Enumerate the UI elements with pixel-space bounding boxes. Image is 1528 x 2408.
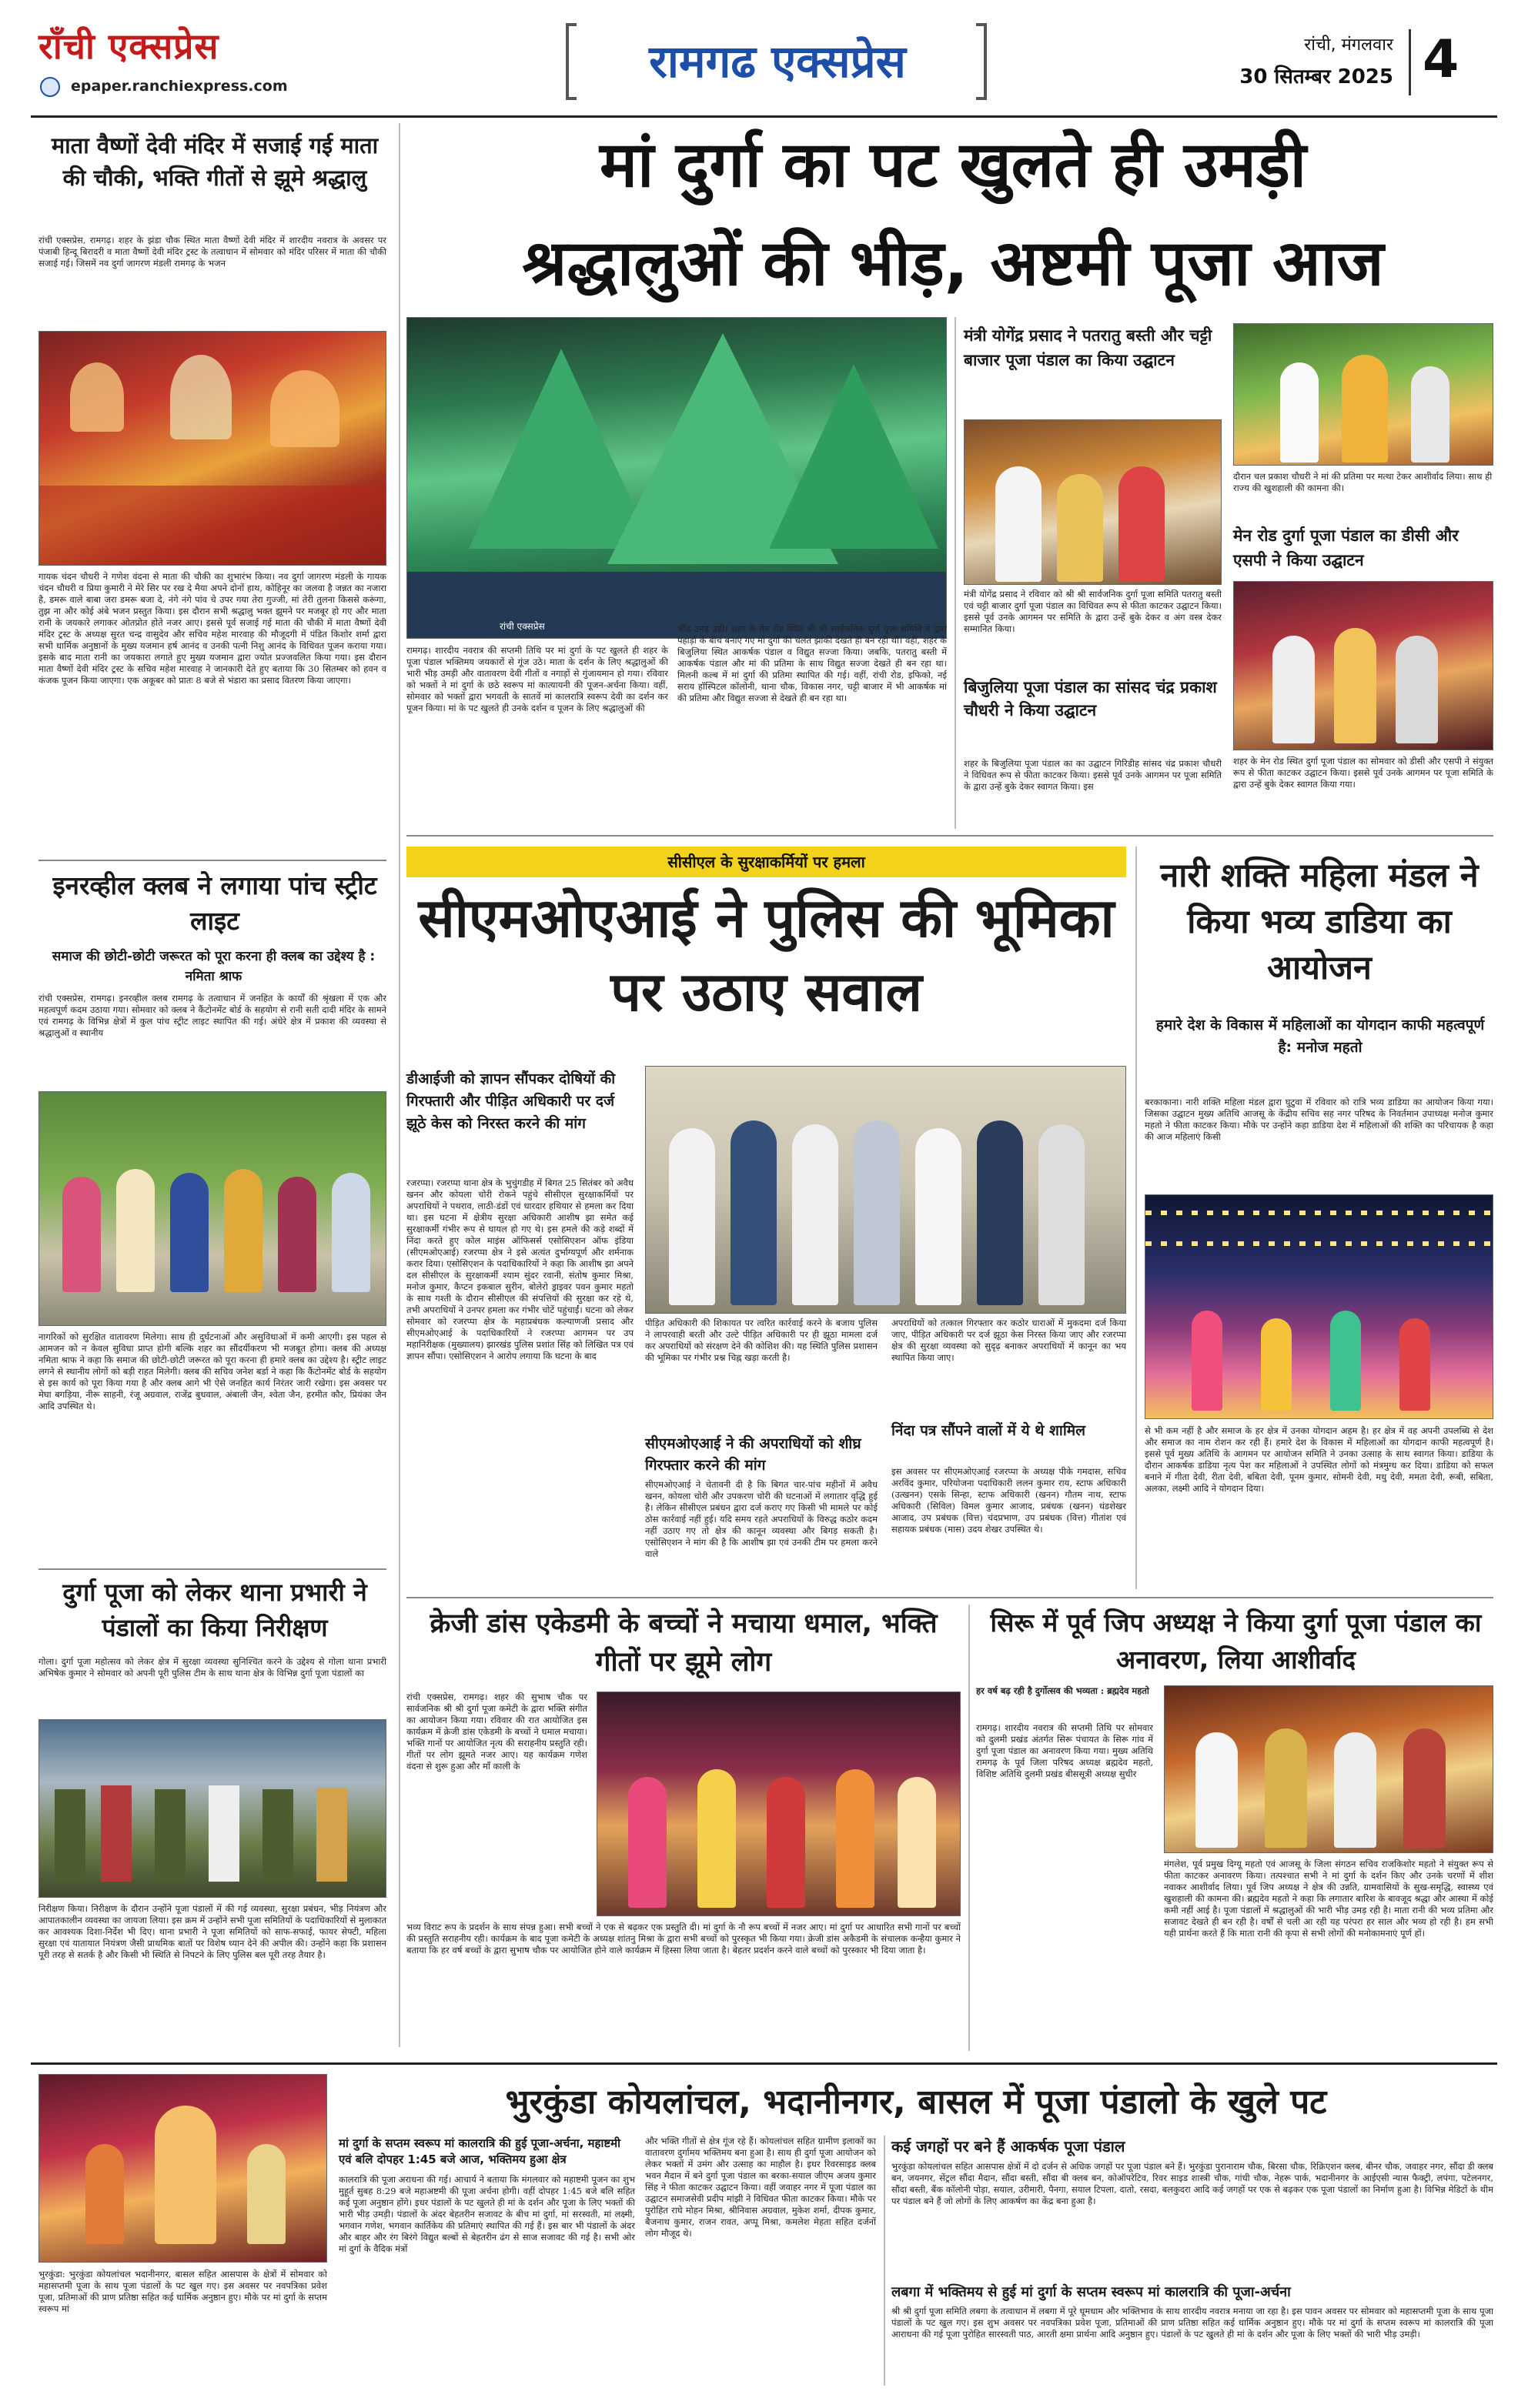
left-rule-2 xyxy=(38,1568,386,1570)
photo-minister-idol xyxy=(1233,323,1493,466)
cmoai-body-4: सीएमओएआई ने चेतावनी दी है कि बिगत चार-पांच महीनों में अवैध खनन, कोयला चोरी और उपकरण चोरी की घटनाओं में लगातार वृद्धि हुई है। लेकिन सीसीएल प्रबंधन द्वारा दर्ज कराए गए किसी भी मामले पर कोई ठोस कार्रवाई नहीं हुई। यदि समय रहते अपराधियों के विरुद्ध कठोर कदम नहीं उठाए गए तो क्षेत्र की कानून व्यवस्था और बिगड़ सकती है। एसोसिएशन ने मांग की है कि आशीष झा एवं उनकी टीम पर हमला करने वाले xyxy=(645,1479,878,1559)
story-bijulia-title: बिजुलिया पूजा पंडाल का सांसद चंद्र प्रकाश चौधरी ने किया उद्घाटन xyxy=(964,678,1217,720)
siru-body-1: रामगढ़। शारदीय नवरात्र की सप्तमी तिथि पर सोमवार को दुलमी प्रखंड अंतर्गत सिरू पंचायत के सिरू गांव में दुर्गा पूजा पंडाल का अनावरण किया गया। मुख्य अतिथि रामगढ़ के पूर्व जिला परिषद अध्यक्ष ब्रह्मदेव महतो, विशिष्ट अतिथि दुलमी प्रखंड बीससूत्री अध्यक्ष सुधीर xyxy=(976,1722,1153,1779)
dance-headline: क्रेजी डांस एकेडमी के बच्चों ने मचाया धमाल, भक्ति गीतों पर झूमे लोग xyxy=(430,1608,938,1678)
story-minister-title: मंत्री योगेंद्र प्रसाद ने पतरातु बस्ती और चट्टी बाजार पूजा पंडाल का किया उद्घाटन xyxy=(964,326,1212,369)
dance-body-2: भव्य विराट रूप के प्रदर्शन के साथ संपन्न हुआ। सभी बच्चों ने एक से बढ़कर एक प्रस्तुति दी। मां दुर्गा के नौ रूप बच्चों में नजर आए। मां दुर्गा पर आधारित सभी गानों पर बच्चों की प्रस्तुति सराहनीय रही। कार्यक्रम के बाद पूजा कमेटी के अध्यक्ष शांतनु मिश्रा के द्वारा सभी बच्चों को पुरस्कृत भी किया गया। क्रेजी डांस अकैडमी के संचालक कन्हैया कुमार ने बताया कि हर वर्ष बच्चों के द्वारा सुभाष चौक पर आयोजित होने वाले कार्यक्रम में हिस्सा लिया जाता है। बेहतर प्रदर्शन करने वाले बच्चों को पुरस्कार भी दिया जाता है। xyxy=(406,1922,961,1955)
nari-deck: हमारे देश के विकास में महिलाओं का योगदान काफी महत्वपूर्ण है: मनोज महतो xyxy=(1155,1017,1485,1056)
bottom-divider xyxy=(884,2136,885,2386)
story-mainroad-body: शहर के मेन रोड स्थित दुर्गा पूजा पंडाल का सोमवार को डीसी और एसपी ने संयुक्त रूप से फीता काटकर उद्घाटन किया। इससे पूर्व उनके आगमन पर पूजा समिति के द्वारा उन्हें बुके देकर स्वागत किया गया। xyxy=(1233,756,1493,790)
story-vaishno-body-2: गायक चंदन चौधरी ने गणेश वंदना से माता की चौकी का शुभारंभ किया। नव दुर्गा जागरण मंडली के गायक चंदन चौधरी व प्रिया कुमारी ने मेरे सिर पर रख दे मैया अपने दोनों हाथ, कोहिनूर का जलवा है जन्नत का नजारा है, डमरू वाले बाबा जरा डमरू बजा दे, नंगे नंगे पांव चे उपर गया तेरा गुज्जी, मां तेरी तुलना किससे करूंगा, तुझ ना और कोई अंबे भजन प्रस्तुत किया। इस दौरान सभी श्रद्धालु भक्त झूमने पर मजबूर हो गए और माता रानी के जयकारे लगाकर ओतप्रोत होते नजर आए। इससे पूर्व सजाई गई माता की चौकी में माता वैष्णों देवी मंदिर ट्रस्ट के अध्यक्ष सुरत चन्द्र वासुदेव और सचिव महेश मारवाह की मौजूदगी में पंडित किशोर शर्मा द्वारा सभी धार्मिक अनुष्ठानों के मुख्य यजमान हर्ष आनंद व उनकी पत्नी निशु आनंद के विधिवत पूजन कराया गया। इसके बाद माता रानी का जयकारा लगाते हुए मुख्य यजमान द्वारा ज्योत प्रज्जवलित किया गया। इस दौरान माता वैष्णों देवी मंदिर ट्रस्ट के सचिव महेश मारवाह ने जानकारी देते हुए बताया कि 30 सितम्बर को हवन व कंजक पूजन किया जाएगा। एक अकूबर को प्रातः 8 बजे से भंडारा का प्रसाद वितरण किया जाएगा। xyxy=(38,571,386,686)
lead-body-2: भीड़ उमड़ उड़ी। शहर के मेन रोड स्थित श्री श्री सार्वजनिक दुर्गा पूजा समिति ने द्वारा पहाड़ों के बीच बनाए गए मां दुर्गा की चलंत झांकी देखते ही बन रही थी। वहीं, शहर के बिजुलिया स्थित आकर्षक पंडाल व विद्युत सज्जा किया। जबकि, पतरातु बस्ती में आकर्षक पंडाल और मां की प्रतिमा के साथ विद्युत सज्जा देखते ही बन रहा था। मिलनी कल्ब में मां दुर्गा की प्रतिमा स्थापित की गई। वहीं, रांची रोड, इफिको, नई सराय हॉस्पिटल कॉलोनी, थाना चौक, विकास नगर, चट्टी बाजार में भी आकर्षक मां की प्रतिमा और विद्युत सज्जा से देखते ही बन रहा था। xyxy=(677,623,947,703)
left-column-divider xyxy=(399,123,400,2047)
story-gola-body-1: गोला। दुर्गा पूजा महोत्सव को लेकर क्षेत्र में सुरक्षा व्यवस्था सुनिश्चित करने के उद्देश्य से गोला थाना प्रभारी अभिषेक कुमार ने सोमवार को अपनी पूरी पुलिस टीम के साथ थाना क्षेत्र के विभिन्न दुर्गा पूजा पंडालों का xyxy=(38,1656,386,1678)
cmoai-subhead-1: सीएमओएआई ने की अपराधियों को शीघ्र गिरफ्तार करने की मांग xyxy=(645,1435,861,1474)
bottom-photo-caption: भुरकुंडा: भुरकुंडा कोयलांचल भदानीनगर, बासल सहित आसपास के क्षेत्रों में सोमवार को महासप्तमी पूजा के साथ पूजा पंडालों के पट खुल गए। इस अवसर पर नवपत्रिका प्रवेश पूजा, प्रतिमाओं की प्राण प्रतिष्ठा सहित कई धार्मिक अनुष्ठान हुए। मौके पर मां दुर्गा के सप्तम स्वरूप मां xyxy=(38,2269,327,2314)
bottom-subhead-3: लबगा में भक्तिमय से हुई मां दुर्गा के सप्तम स्वरूप मां कालरात्रि की पूजा-अर्चना xyxy=(891,2284,1291,2300)
date-divider xyxy=(1409,29,1411,95)
brand-logo: राँची एक्सप्रेस xyxy=(38,25,219,67)
edition-bracket-right xyxy=(976,23,987,100)
bottom-body-2: और भक्ति गीतों से क्षेत्र गूंज रहे हैं। कोयलांचल सहित ग्रामीण इलाकों का वातावरण दुर्गामय भक्तिमय बना हुआ है। साथ ही दुर्गा पूजा आयोजन को लेकर भक्तों में उमंग और उत्साह का माहौल है। इधर रिवरसाइड क्लब भवन मैदान में बने दुर्गा पूजा पंडाल का बरका-सयाल जीएम अजय कुमार सिंह ने फीता काटकर उद्घाटन किया। वहीं जवाहर नगर में पूजा पंडाल का उद्घाटन समाजसेवी प्रदीप मांझी ने विधिवत फीता काटकर किया। मौके पर पुरोहित राघे मोहन मिश्रा, श्रीनिवास अग्रवाल, मुकेश शर्मा, दीपक कुमार, बैजनाथ कुमार, राजन रावत, अप्पू मिश्रा, कमलेश मेहता सहित दर्जनों लोग मौजूद थे। xyxy=(645,2136,876,2239)
siru-divider xyxy=(968,1605,970,2051)
cmoai-headline: सीएमओएआई ने पुलिस की भूमिका पर उठाए सवाल xyxy=(418,887,1115,1024)
story-mainroad-title: मेन रोड दुर्गा पूजा पंडाल का डीसी और एसपी ने किया उद्घाटन xyxy=(1233,526,1459,569)
nari-divider xyxy=(1135,847,1137,1589)
photo-minister-inauguration xyxy=(964,419,1222,585)
story-minister-body: मंत्री योगेंद्र प्रसाद ने रविवार को श्री श्री सार्वजनिक दुर्गा पूजा समिति पतरातु बस्ती एवं चट्टी बाजार दुर्गा पूजा पंडाल का विधिवत रूप से फीता काटकर उद्घाटन किया। इससे पूर्व उनके आगमन पर समिति के द्वारा उन्हें बुके देकर व अंग वस्त्र देकर सम्मानित किया। xyxy=(964,589,1222,634)
place-day: रांची, मंगलवार xyxy=(1304,35,1393,55)
lead-headline-line-1: मां दुर्गा का पट खुलते ही उमड़ी xyxy=(600,129,1306,202)
bottom-rule xyxy=(31,2062,1497,2065)
photo-gola-inspection xyxy=(38,1719,386,1898)
story-innerwheel-body-1: रांची एक्सप्रेस, रामगढ़। इनरव्हील क्लब रामगढ़ के तत्वाधान में जनहित के कार्यों की श्रृंखला में एक और महत्वपूर्ण कदम उठाया गया। सोमवार को क्लब ने कैंटोनमेंट बोर्ड के सहयोग से रानी सती दादी मंदिर के सामने एवं रामगढ़ के विभिन्न क्षेत्रों में कुल पांच स्ट्रीट लाइट स्थापित की गई। अंधेरे क्षेत्र में प्रकाश की व्यवस्था से श्रद्धालुओं व स्थानीय xyxy=(38,993,386,1038)
edition-bracket-left xyxy=(566,23,577,100)
left-rule-1 xyxy=(38,860,386,861)
bottom-body-1: कालरात्रि की पूजा अराधना की गई। आचार्य ने बताया कि मंगलवार को महाष्टमी पूजन का शुभ मुहूर्त सुबह 8:29 बजे महाअष्टमी की पूजा अर्चना होगी। वहीं दोपहर 1:45 बजे बलि सहित कई पूजा अनुष्ठान होंगे। इधर पंडालों के पट खुलते ही मां के दर्शन और पूजा के लिए भक्तों की भारी भीड़ उमड़ी। पंडालों के अंदर बेहतरीन सजावट के बीच मां दुर्गा, मां सरस्वती, मां लक्ष्मी, भगवान गणेश, भगवान कार्तिकेय की प्रतिमाएं स्थापित की गई हैं। इस बार भी पंडालों के अंदर और बाहर और रंग बिरंगे विद्युत बल्बों से बेहतरीन ढंग से साज सजावट की गई है। सभी ओर मां दुर्गा के वैदिक मंत्रों xyxy=(339,2174,635,2254)
photo-lead-jhanki xyxy=(406,317,947,639)
story-vaishno-body-1: रांची एक्सप्रेस, रामगढ़। शहर के झंडा चौक स्थित माता वैष्णों देवी मंदिर में शारदीय नवरात्र के अवसर पर पंजाबी हिन्दू बिरादरी व माता वैष्णों देवी मंदिर ट्रस्ट के तत्वाधान में सोमवार को मंदिर परिसर में माता की चौकी सजाई गई। जिसमें नव दुर्गा जागरण मंडली रामगढ़ के भजन xyxy=(38,235,386,269)
photo-nari-dandiya xyxy=(1145,1194,1493,1419)
story-mainroad-caption: दौरान चल प्रकाश चौधरी ने मां की प्रतिमा पर मत्था टेकर आशीर्वाद लिया। साथ ही राज्य की खुशहाली की कामना की। xyxy=(1233,471,1493,493)
photo-siru-pandal xyxy=(1164,1685,1493,1853)
cmoai-body-1: रजरप्पा। रजरप्पा थाना क्षेत्र के भुचुंगडीह में बिगत 25 सितंबर को अवैध खनन और कोयला चोरी रोकने पहुंचे सीसीएल सुरक्षाकर्मियों पर अपराधियों ने पथराव, लाठी-डंडों एवं धारदार हथियार से हमला कर दिया था। इस घटना में क्षेत्रीय सुरक्षा अधिकारी आशीष झा समेत कई सुरक्षाकर्मी गंभीर रूप से घायल हो गए थे। इस हमले की कड़े शब्दों में निंदा करते हुए कोल माइंस ऑफिसर्स एसोसिएशन ऑफ इंडिया (सीएमओएआई) रजरप्पा क्षेत्र ने इसे अत्यंत दुर्भाग्यपूर्ण और शर्मनाक करार दिया। एसोसिएशन के पदाधिकारियों ने कहा कि आशीष झा अपने दल सीसीएल के सुरक्षाकर्मी श्याम सुंदर रवानी, संतोष कुमार मिश्रा, मनोज कुमार, कैप्टन इकबाल सुरीन, बोलेरो ड्राइवर पवन कुमार महतो के साथ गश्ती के दौरान सीसीएल की संपत्तियों की सुरक्षा कर रहे थे, तभी अपराधियों ने उनपर हमला कर गंभीर चोटें पहुंचाईं। घटना को लेकर सोमवार को रजरप्पा क्षेत्र के महाप्रबंधक कल्याणजी प्रसाद और सीएमओएआई के पदाधिकारियों ने रजरप्पा आगमन पर उप महानिरीक्षक (मुख्यालय) झारखंड पुलिस प्रशांत सिंह को लिखित पत्र एवं ज्ञापन सौंपा। एसोसिएशन ने आरोप लगाया कि घटना के बाद xyxy=(406,1177,634,1361)
story-innerwheel-subtitle: समाज की छोटी-छोटी जरूरत को पूरा करना ही क्लब का उद्देश्य है : नमिता श्राफ xyxy=(52,949,376,984)
photo-mainroad-dc-sp xyxy=(1233,581,1493,750)
masthead-rule xyxy=(31,115,1497,118)
nari-body-2: से भी कम नहीं है और समाज के हर क्षेत्र में उनका योगदान अहम है। हर क्षेत्र में वह अपनी उपलब्धि से देश और समाज का नाम रोशन कर रही हैं। हमारे देश के विकास में महिलाओं का योगदान काफी महत्वपूर्ण है। इससे पूर्व मुख्य अतिथि के आगमन पर आयोजन समिति ने उनका उत्साह के साथ स्वागत किया। डाडिया के दौरान आकर्षक डाडिया नृत्य पेश कर महिलाओं ने उपस्थित लोगों को मंत्रमुग्ध कर दिया। डाडिया को सफल बनाने में गीता देवी, रीता देवी, बबिता देवी, पूनम कुमार, सोमनी देवी, मधु देवी, ममता देवी, रूबी, सबिता, अलका, लक्ष्मी आदि ने योगदान दिया। xyxy=(1145,1425,1493,1494)
siru-deck: हर वर्ष बढ़ रही है दुर्गोत्सव की भव्यता : ब्रह्मदेव महतो xyxy=(976,1685,1149,1696)
photo-vaishno-chowki xyxy=(38,331,386,566)
nari-headline: नारी शक्ति महिला मंडल ने किया भव्य डाडिया का आयोजन xyxy=(1160,857,1479,987)
story-gola-title: दुर्गा पूजा को लेकर थाना प्रभारी ने पंडालों का किया निरीक्षण xyxy=(62,1578,367,1642)
photo-dance-performance xyxy=(597,1692,961,1916)
cmoai-deck: डीआईजी को ज्ञापन सौंपकर दोषियों की गिरफ्तारी और पीड़ित अधिकारी पर दर्ज झूठे केस को निरस्त करने की मांग xyxy=(406,1070,616,1132)
bottom-body-3: भुरकुंडा कोयलांचल सहित आसपास क्षेत्रों में दो दर्जन से अधिक जगहों पर पूजा पंडाल बने हैं। भुरकुंडा पुरानाराम चौक, बिरसा चौक, रिक्रिएशन क्लब, बीनर चौक, जवाहर नगर, सौंदा डी क्लब बन, जयनगर, सेंट्रल सौंदा मैदान, सौंदा बस्ती, सौंदा बी क्लब बन, कोऑपरेटिव, रिवर साइड शास्त्री चौक, गांधी चौक, नेहरू पार्क, भदानीनगर के आईएसी न्यास फैक्ट्री, लपंगा, पटेलनगर, सौंदा बस्ती, बैंक कॉलोनी पोड़ा, सयाल, उरीमारी, पैनगा, सयाल टिपला, दातो, रसदा, बलकुदरा आदि कई जगहों पर एक से बढ़कर एक पूजा पंडालों का निर्माण हुआ है। विभिन्न मेडिटों के थीम पर पंडाल बने हैं जो लोगों के लिए आकर्षण का केंद्र बना हुआ है। xyxy=(891,2161,1493,2206)
story-gola-body-2: निरीक्षण किया। निरीक्षण के दौरान उन्होंने पूजा पंडालों में की गई व्यवस्था, सुरक्षा प्रबंधन, भीड़ नियंत्रण और आपातकालीन व्यवस्था का जायजा लिया। इस क्रम में उन्होंने सभी पूजा समितियों के पदाधिकारियों से मुलाकात कर आवश्यक दिशा-निर्देश भी दिए। थाना प्रभारी ने पूजा समितियों को साफ-सफाई, फायर सेफ्टी, महिला सुरक्षा एवं यातायात नियंत्रण जैसी प्राथमिक बातों पर विशेष ध्यान देने की अपील की। उन्होंने कहा कि प्रशासन पूरी तरह से सतर्क है और किसी भी स्थिति से निपटने के लिए पुलिस बल पूरी तरह तैयार है। xyxy=(38,1903,386,1960)
bottom-headline: भुरकुंडा कोयलांचल, भदानीनगर, बासल में पूजा पंडालो के खुले पट xyxy=(505,2082,1327,2122)
story-vaishno-title: माता वैष्णों देवी मंदिर में सजाई गई माता की चौकी, भक्ति गीतों से झूमे श्रद्धालु xyxy=(51,132,379,191)
story-innerwheel-body-2: नागरिकों को सुरक्षित वातावरण मिलेगा। साथ ही दुर्घटनाओं और असुविधाओं में कमी आएगी। इस पहल से आमजन को न केवल सुविधा प्राप्त होगी बल्कि शहर का सौंदर्यीकरण भी मजबूत होगा। क्लब की अध्यक्ष नमिता श्राफ ने कहा कि समाज की छोटी-छोटी जरूरत को पूरा करना ही हमारे क्लब का उद्देश्य है। स्ट्रीट लाइट लगने से स्थानीय लोगों को बड़ी राहत मिलेगी। क्लब की सचिव जनेश बर्डा ने कहा कि कैंटोनमेंट बोर्ड के सहयोग से इस कार्य को पूरा किया गया है और क्लब आगे भी ऐसे जनहित कार्य निरंतर जारी रखेगा। इस अवसर पर मेघा बगड़िया, नीरू साहनी, रंजू अग्रवाल, राजेंद्र बुधवाल, अंबाली जैन, श्वेता जैन, हरमीत कौर, प्रियंका जैन आदि उपस्थित थे। xyxy=(38,1331,386,1411)
story-innerwheel-title: इनरव्हील क्लब ने लगाया पांच स्ट्रीट लाइट xyxy=(52,870,377,936)
nari-body-1: बरकाकाना। नारी शक्ति महिला मंडल द्वारा घुटुवा में रविवार को रात्रि भव्य डाडिया का आयोजन किया गया। जिसका उद्घाटन मुख्य अतिथि आजसू के केंद्रीय सचिव सह नगर परिषद के निवर्तमान उपाध्यक्ष मनोज कुमार महतो ने फीता काटकर किया। मौके पर उन्होंने कहा डाडिया देश में महिलाओं की शक्ति का परिचायक है कहा की आज महिलाएं किसी xyxy=(1145,1097,1493,1142)
mid-rule-2 xyxy=(406,1597,1493,1598)
siru-headline: सिरू में पूर्व जिप अध्यक्ष ने किया दुर्गा पूजा पंडाल का अनावरण, लिया आशीर्वाद xyxy=(990,1608,1482,1675)
photo-bhurkunda-idol xyxy=(38,2074,327,2263)
epaper-url[interactable]: epaper.ranchiexpress.com xyxy=(71,78,288,95)
masthead xyxy=(0,0,1528,115)
cmoai-kicker: सीसीएल के सुरक्षाकर्मियों पर हमला xyxy=(667,853,865,871)
page-number: 4 xyxy=(1423,29,1459,90)
lead-photo-credit: रांची एक्सप्रेस xyxy=(500,621,545,632)
globe-icon xyxy=(40,77,60,97)
bottom-body-4: श्री श्री दुर्गा पूजा समिति लबगा के तत्वाधान में लबगा में पूरे धूमधाम और भक्तिभाव के साथ शारदीय नवरात्र मनाया जा रहा है। इस पावन अवसर पर सोमवार को महासप्तमी पूजा के साथ पूजा पंडालों के पट खुल गए। इस शुभ अवसर पर नवपत्रिका प्रवेश पूजा, प्रतिमाओं की प्राण प्रतिष्ठा सहित कई धार्मिक अनुष्ठान हुए। मौके पर मां दुर्गा के सप्तम स्वरूप मां कालरात्रि की पूजा आराधना की गई पूजा पुरोहित सारस्वती पाठ, आरती क्षमा प्रार्थना आदि अनुष्ठान हुए। पंडालों के पट खुलते ही मां के दर्शन और पूजा के लिए भक्तों की भारी भीड़ उमड़ी। xyxy=(891,2306,1493,2340)
right-top-divider xyxy=(955,317,956,829)
photo-innerwheel-members xyxy=(38,1091,386,1326)
siru-body-2: मंगलेश, पूर्व प्रमुख दिग्यू महतो एवं आजसू के जिला संगठन सचिव राजकिशोर महतो ने संयुक्त रूप से फीता काटकर अनावरण किया। तत्पश्चात सभी ने मां दुर्गा के दर्शन किए और उनके चरणों में शीश नवाकर आशीर्वाद लिया। पूर्व जिप अध्यक्ष ने क्षेत्र की उन्नति, ग्रामवासियों के सुख-समृद्धि, स्वास्थ्य एवं खुशहाली की कामना की। ब्रह्मदेव महतो ने कहा कि लगातार बारिश के बावजूद श्रद्धा और आस्था में कोई कमी नहीं आई है। पूजा पंडालों में श्रद्धालुओं की भारी भीड़ उमड़ रही है। माता रानी की भव्य प्रतिमा और सजावट देखते ही बन रही है। वर्षों से चली आ रही यह परंपरा हर साल और भव्य हो रही है। हम सभी यही प्रार्थना करते हैं कि माता रानी की कृपा से सभी लोगों की मनोकामनाएं पूर्ण हों। xyxy=(1164,1859,1493,1939)
cmoai-body-3: अपराधियों को तत्काल गिरफ्तार कर कठोर धाराओं में मुकदमा दर्ज किया जाए, पीड़ित अधिकारी पर दर्ज झूठा केस निरस्त किया जाए और रजरप्पा क्षेत्र की सुरक्षा व्यवस्था को सुदृढ़ बनाकर अपराधियों में कानून का भय स्थापित किया जाए। xyxy=(891,1318,1126,1363)
cmoai-kicker-bar xyxy=(406,847,1126,877)
bottom-subhead-1: मां दुर्गा के सप्तम स्वरूप मां कालरात्रि की हुई पूजा-अर्चना, महाष्टमी एवं बलि दोपहर 1:45 बजे आज, भक्तिमय हुआ क्षेत्र xyxy=(339,2136,620,2166)
cmoai-subhead-2: निंदा पत्र सौंपने वालों में ये थे शामिल xyxy=(891,1422,1085,1439)
dance-body-1: रांची एक्सप्रेस, रामगढ़। शहर की सुभाष चौक पर सार्वजनिक श्री श्री दुर्गा पूजा कमेटी के द्वारा भक्ति संगीत का आयोजन किया गया। रविवार की रात आयोजित इस कार्यक्रम में क्रेजी डांस एकेडमी के बच्चों ने धमाल मचाया। भक्ति गानों पर आयोजित नृत्य की सराहनीय प्रस्तुति रही। गीतों पर लोग झूमते नजर आए। यह कार्यक्रम गणेश वंदना से शुरू हुआ और माँ काली के xyxy=(406,1692,587,1772)
cmoai-body-5: इस अवसर पर सीएमओएआई रजरप्पा के अध्यक्ष पीके गमदास, सचिव अरविंद कुमार, परियोजना पदाधिकारी ललन कुमार राय, स्टाफ अधिकारी (उत्खनन) एसके सिन्हा, स्टाफ अधिकारी (खनन) गौतम नाथ, स्टाफ अधिकारी (सिविल) विमल कुमार आजाद, प्रबंधक (खनन) धंडशेखर आजाद, उप प्रबंधक (वित्त) चंदप्रभाण, उप प्रबंधक (वित्त) गीतांश एवं सहायक प्रबंधक (मास) उदय शेखर उपस्थित थे। xyxy=(891,1466,1126,1535)
lead-headline-line-2: श्रद्धालुओं की भीड़, अष्टमी पूजा आज xyxy=(522,227,1384,300)
edition-title: रामगढ एक्सप्रेस xyxy=(649,35,906,88)
bottom-subhead-2: कई जगहों पर बने हैं आकर्षक पूजा पंडाल xyxy=(891,2137,1125,2156)
mid-rule xyxy=(406,835,1493,837)
cmoai-body-2: पीड़ित अधिकारी की शिकायत पर त्वरित कार्रवाई करने के बजाय पुलिस ने लापरवाही बरती और उल्टे पीड़ित अधिकारी पर ही झूठा मामला दर्ज कर अपराधियों को संरक्षण देने की कोशिश की। यह स्थिति पुलिस प्रशासन की भूमिका पर गंभीर प्रश्न चिह्न खड़ा करती है। xyxy=(645,1318,878,1363)
photo-cmoai-memorandum xyxy=(645,1066,1126,1314)
story-bijulia-body: शहर के बिजुलिया पूजा पंडाल का का उद्घाटन गिरिडीह सांसद चंद्र प्रकाश चौधरी ने विधिवत रूप से फीता काटकर किया। इससे पूर्व उनके आगमन पर पूजा समिति के द्वारा उन्हें बुके देकर स्वागत किया। इस xyxy=(964,758,1222,792)
lead-body-1: रामगढ़। शारदीय नवरात्र की सप्तमी तिथि पर मां दुर्गा के पट खुलते ही शहर के पूजा पंडाल भक्तिमय जयकारों से गूंज उठे। माता के दर्शन के लिए श्रद्धालुओं की भारी भीड़ उमड़ी और वातावरण देवी गीतों व नगाड़ों से गुंजायमान हो गया। रविवार को भक्तों ने मां दुर्गा के छठे स्वरूप मां कात्यायनी की पूजन-अर्चना किया। वहीं, सोमवार को भक्तों द्वारा भगवती के सातवें मां कालरात्रि स्वरूप देवी का दर्शन कर पूजन किया। मां के पट खुलते ही उनके दर्शन व पूजन के लिए श्रद्धालुओं की xyxy=(406,645,668,713)
issue-date: 30 सितम्बर 2025 xyxy=(1239,65,1393,89)
